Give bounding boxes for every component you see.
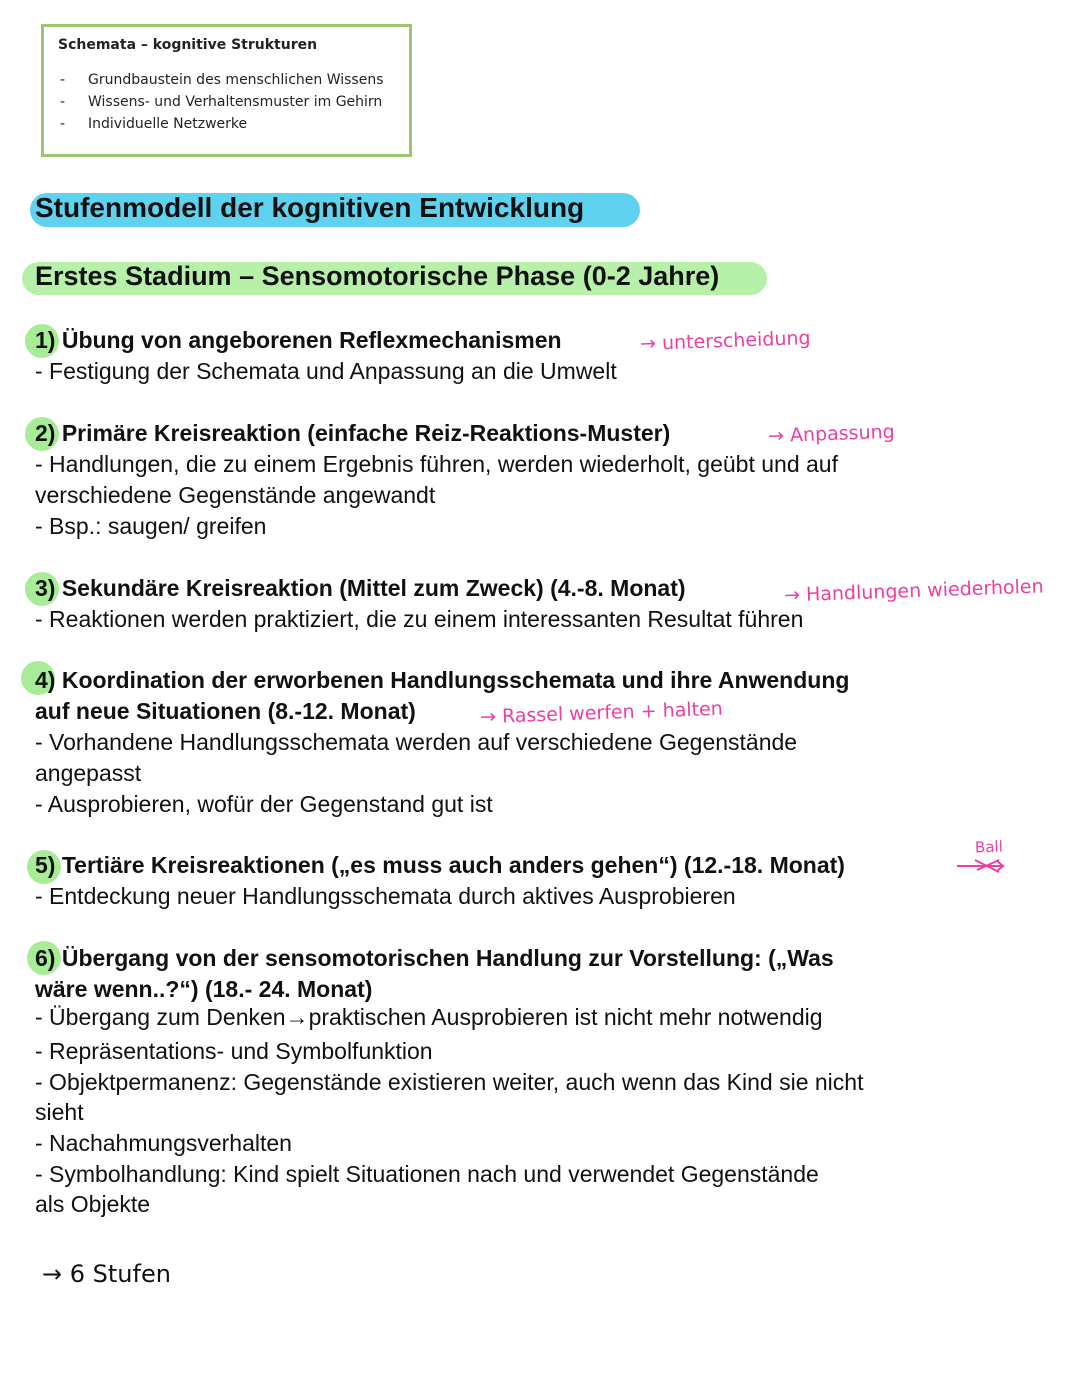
section-6-line: - Repräsentations- und Symbolfunktion [35,1038,433,1064]
box-title: Schemata – kognitive Strukturen [58,37,318,53]
section-1-heading: 1) Übung von angeborenen Reflexmechanismen [35,327,562,353]
handwritten-note-2: → Anpassung [767,420,896,448]
section-2-line: - Handlungen, die zu einem Ergebnis führen, werden wiederholt, geübt und auf [35,451,838,477]
arrow-strikethrough-icon [955,856,1007,874]
section-1-line: - Festigung der Schemata und Anpassung an die Umwelt [35,358,617,384]
box-item: - Wissens- und Verhaltensmuster im Gehirn [58,91,395,113]
box-item: - Grundbaustein des menschlichen Wissens [58,69,395,91]
section-4-line: - Ausprobieren, wofür der Gegenstand gut ist [35,791,493,817]
section-2-line: - Bsp.: saugen/ greifen [35,513,267,539]
section-6-heading: 6) Übergang von der sensomotorischen Handlung zur Vorstellung: („Was [35,945,834,971]
section-4-heading: 4) Koordination der erworbenen Handlungsschemata und ihre Anwendung [35,667,850,693]
section-6-line: als Objekte [35,1191,151,1217]
section-2-heading: 2) Primäre Kreisreaktion (einfache Reiz-Reaktions-Muster) [35,420,671,446]
section-5-line: - Entdeckung neuer Handlungsschemata durch aktives Ausprobieren [35,883,736,909]
box-list [58,69,395,135]
section-4-line: angepasst [35,760,142,786]
section-2-line: verschiedene Gegenstände angewandt [35,482,436,508]
section-3-line: - Reaktionen werden praktiziert, die zu einem interessanten Resultat führen [35,606,804,632]
handwritten-note-4: → Rassel werfen + halten [479,697,724,729]
section-6-line: - Nachahmungsverhalten [35,1130,292,1156]
section-3-heading: 3) Sekundäre Kreisreaktion (Mittel zum Zweck) (4.-8. Monat) [35,575,686,601]
section-6-line: - Objektpermanenz: Gegenstände existieren weiter, auch wenn das Kind sie nicht [35,1069,864,1095]
section-6-line: - Übergang zum Denken→praktischen Ausprobieren ist nicht mehr notwendig [35,1004,823,1030]
handwritten-note-5: Ball [974,837,1004,857]
handwritten-summary: → 6 Stufen [42,1260,171,1288]
section-6-heading: wäre wenn..?“) (18.- 24. Monat) [35,976,373,1002]
section-4-line: - Vorhandene Handlungsschemata werden auf verschiedene Gegenstände [35,729,798,755]
page-title: Stufenmodell der kognitiven Entwicklung [35,192,585,223]
definition-box [41,24,412,157]
section-6-line: sieht [35,1099,84,1125]
handwritten-note-3: → Handlungen wiederholen [783,575,1044,607]
section-4-heading: auf neue Situationen (8.-12. Monat) [35,698,416,724]
section-5-heading: 5) Tertiäre Kreisreaktionen („es muss auch anders gehen“) (12.-18. Monat) [35,852,845,878]
handwritten-note-1: → unterscheidung [639,327,811,355]
section-6-line: - Symbolhandlung: Kind spielt Situationen nach und verwendet Gegenstände [35,1161,819,1187]
box-item: - Individuelle Netzwerke [58,113,395,135]
stage-heading: Erstes Stadium – Sensomotorische Phase (0-2 Jahre) [35,261,720,291]
